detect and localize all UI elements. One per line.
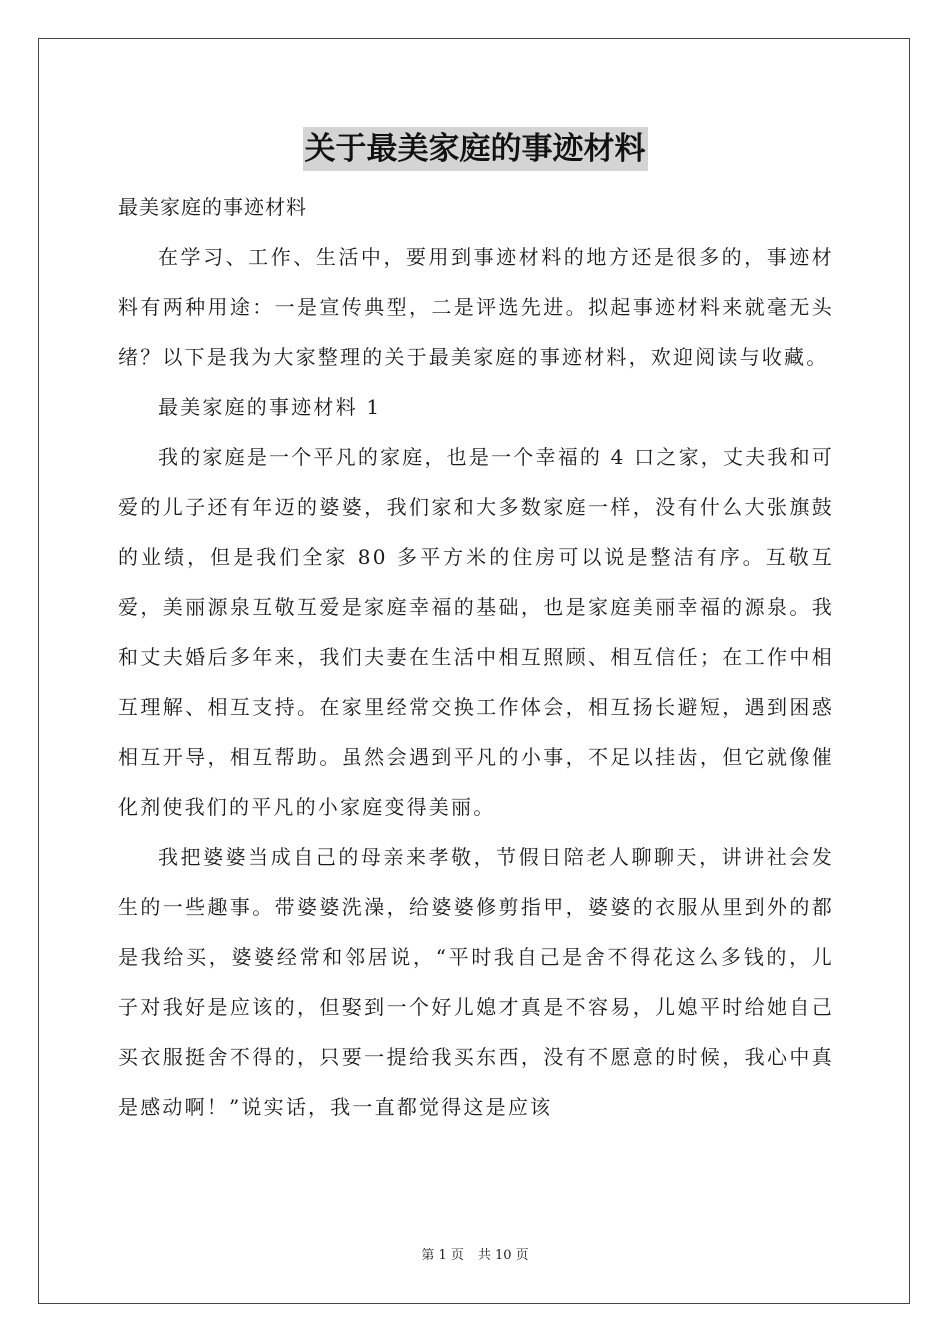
paragraph-family: 我的家庭是一个平凡的家庭，也是一个幸福的 4 口之家，丈夫我和可爱的儿子还有年迈的婆婆，我们家和大多数家庭一样，没有什么大张旗鼓的业绩，但是我们全家 80 多平方米的住房可以说是整洁有序。互敬互爱，美丽源泉互敬互爱是家庭幸福的基础，也是家庭美丽幸福的源泉。我和丈夫婚后多年来，我们夫妻在生活中相互照顾、相互信任；在工作中相互理解、相互支持。在家里经常交换工作体会，相互扬长避短，遇到困惑相互开导，相互帮助。虽然会遇到平凡的小事，不足以挂齿，但它就像催化剂使我们的平凡的小家庭变得美丽。 <box>118 445 834 819</box>
page-number: 第 1 页 <box>421 1248 464 1263</box>
paragraph-mother-in-law: 我把婆婆当成自己的母亲来孝敬，节假日陪老人聊聊天，讲讲社会发生的一些趣事。带婆婆洗澡，给婆婆修剪指甲，婆婆的衣服从里到外的都是我给买，婆婆经常和邻居说，“平时我自己是舍不得花这么多钱的，儿子对我好是应该的，但娶到一个好儿媳才真是不容易，儿媳平时给她自己买衣服挺舍不得的，只要一提给我买东西，没有不愿意的时候，我心中真是感动啊！”说实话，我一直都觉得这是应该 <box>118 845 834 1119</box>
section-heading: 最美家庭的事迹材料 1 <box>158 395 382 419</box>
document-subtitle: 最美家庭的事迹材料 <box>118 195 307 219</box>
page-total: 共 10 页 <box>477 1248 529 1263</box>
title-container <box>0 127 950 171</box>
document-title: 关于最美家庭的事迹材料 <box>303 127 648 171</box>
page-footer <box>0 1244 950 1263</box>
paragraph-intro: 在学习、工作、生活中，要用到事迹材料的地方还是很多的，事迹材料有两种用途：一是宣传典型，二是评选先进。拟起事迹材料来就毫无头绪？以下是我为大家整理的关于最美家庭的事迹材料，欢迎阅读与收藏。 <box>118 245 834 369</box>
document-body <box>118 182 834 1132</box>
